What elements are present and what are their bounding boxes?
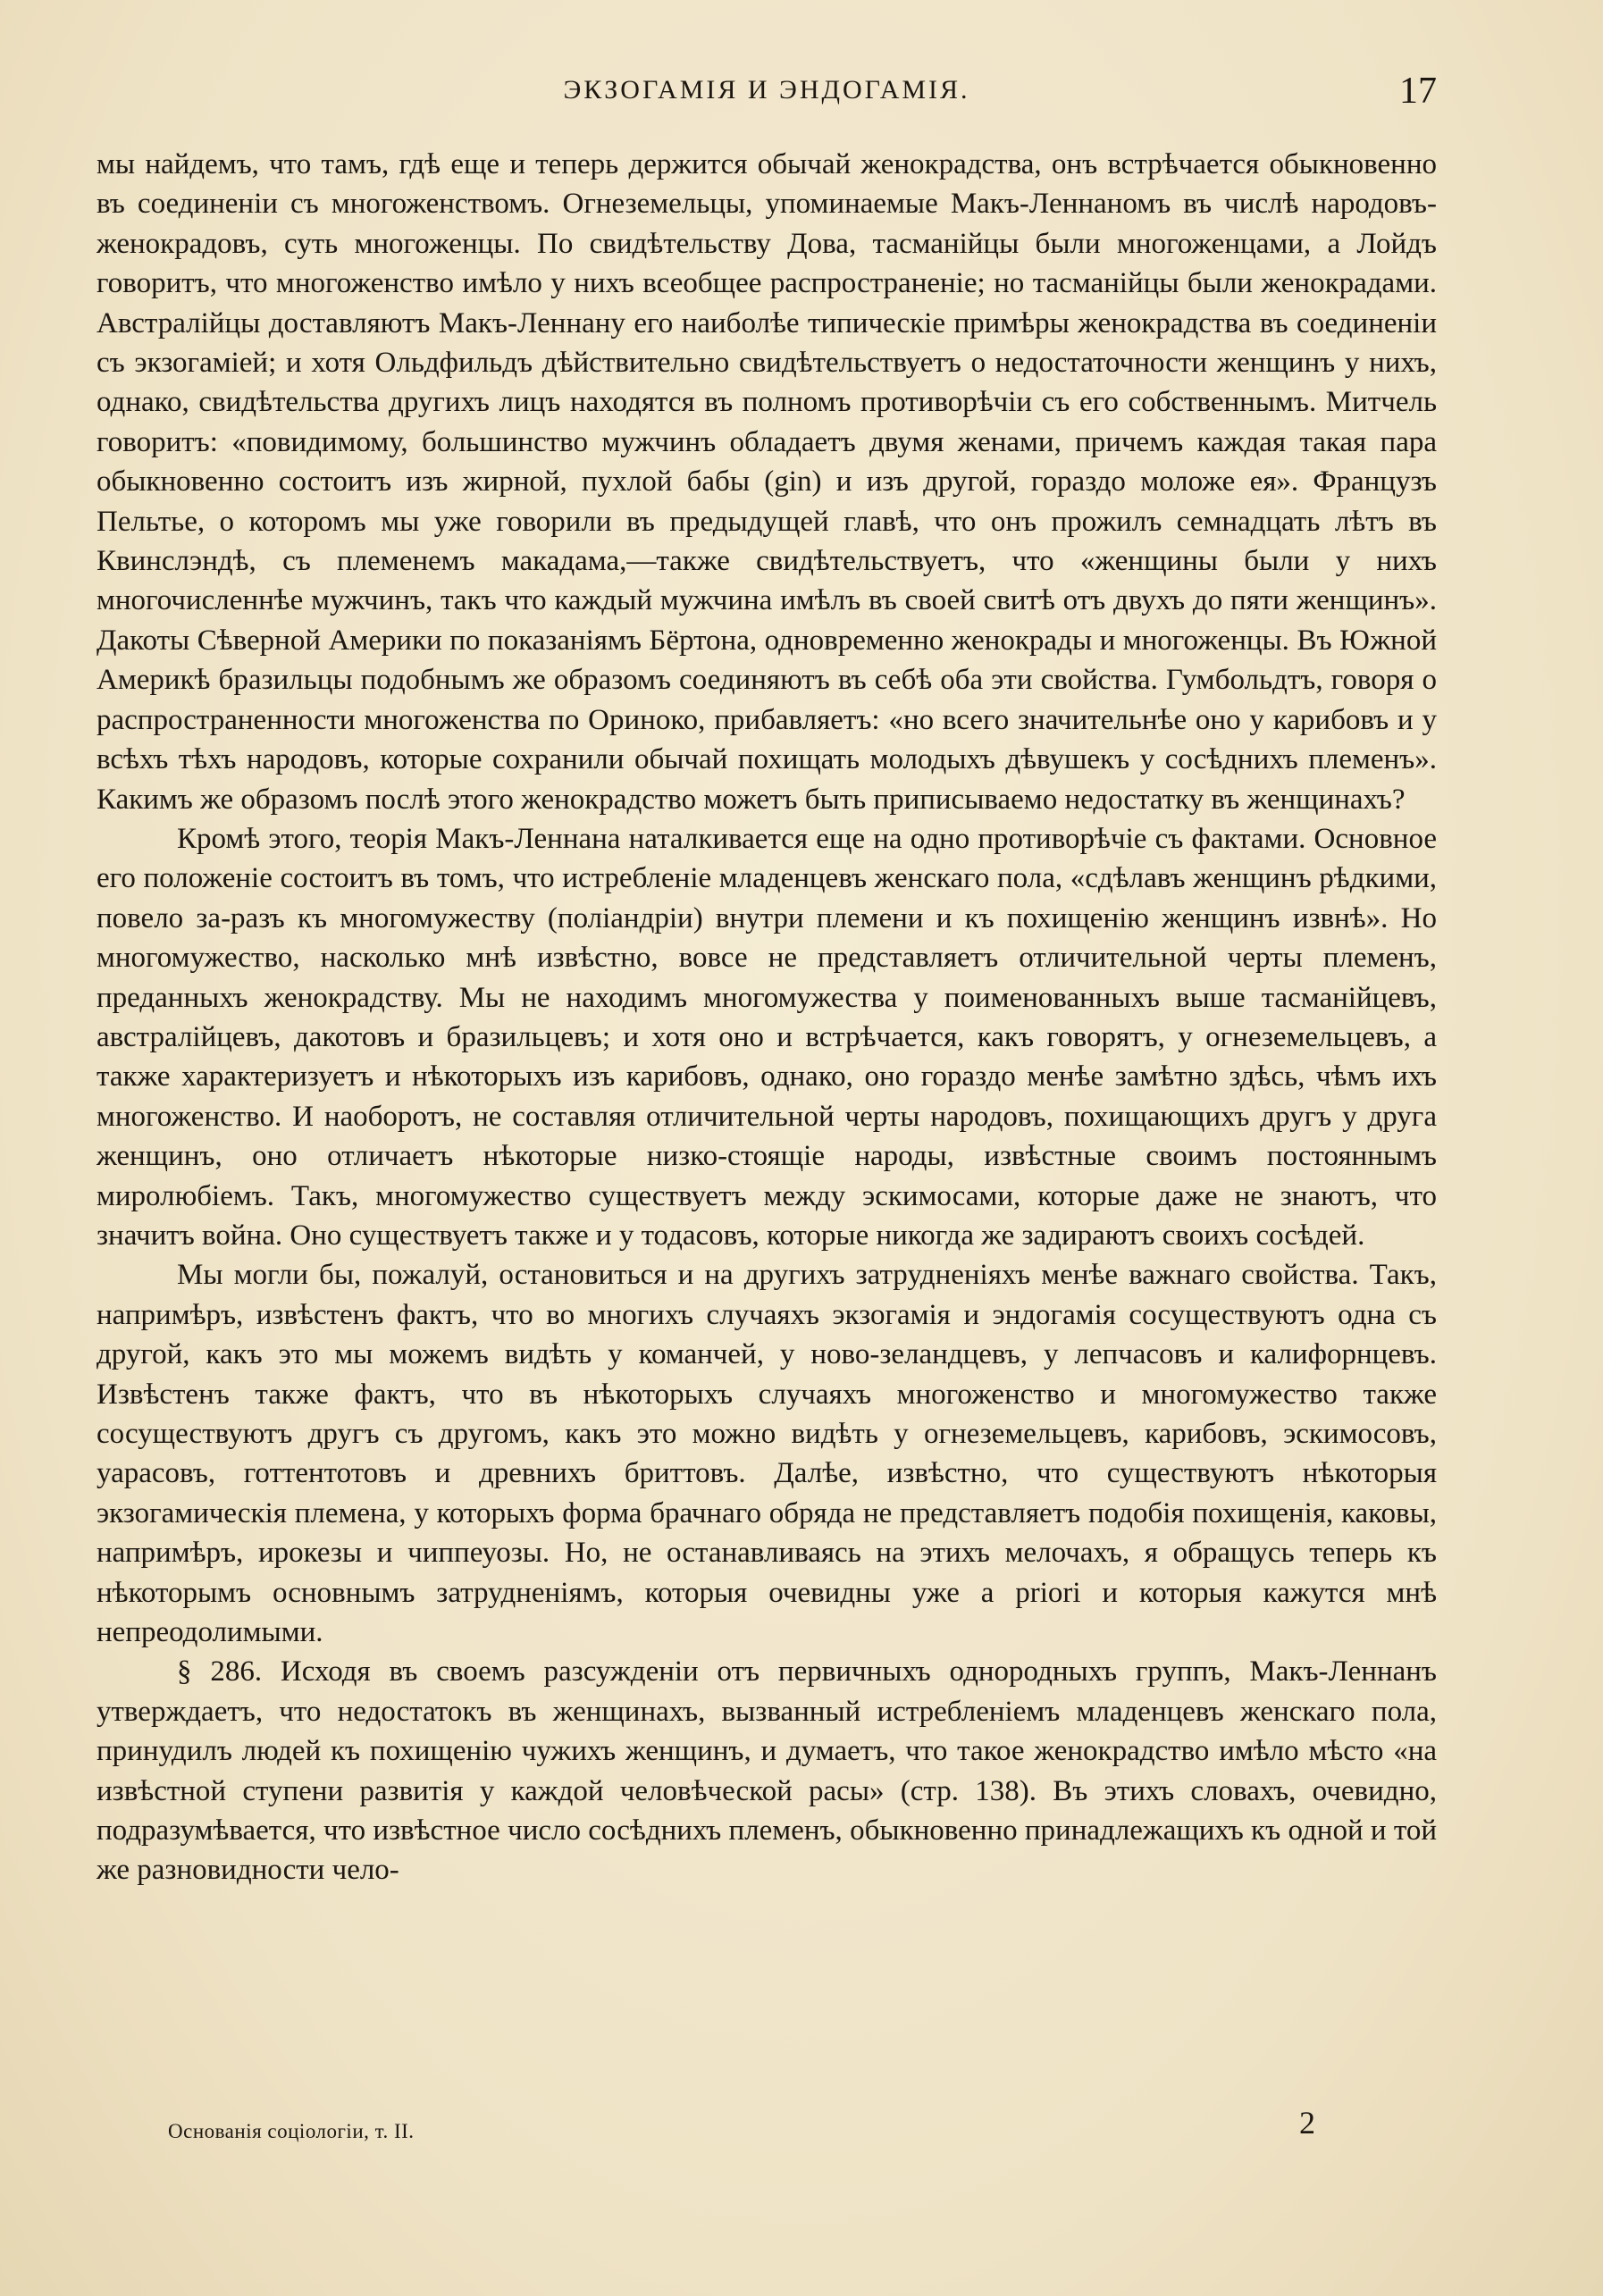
paragraph-4-section-286: § 286. Исходя въ своемъ разсужденіи отъ первичныхъ однородныхъ группъ, Макъ-Леннанъ утверждаетъ, что недостатокъ въ женщинахъ, вызванный истребленіемъ младенцевъ женскаго пола, принудилъ людей къ похищенію чужихъ женщинъ, и думаетъ, что такое женокрадство имѣло мѣсто «на извѣстной ступени развитія у каждой человѣческой расы» (стр. 138). Въ этихъ словахъ, очевидно, подразумѣвается, что извѣстное число сосѣднихъ племенъ, обыкновенно принадлежащихъ къ одной и той же разновидности чело- [97,1655,1437,1887]
running-title: ЭКЗОГАМІЯ И ЭНДОГАМІЯ. [563,75,970,105]
signature-mark: 2 [1299,2105,1315,2141]
paragraph-3: Мы могли бы, пожалуй, остановиться и на другихъ затрудненіяхъ менѣе важнаго свойства. Такъ, напримѣръ, извѣстенъ фактъ, что во многихъ случаяхъ экзогамія и эндогамія сосуществуютъ одна съ другой, какъ это мы можемъ видѣть у команчей, у ново-зеландцевъ, у лепчасовъ и калифорнцевъ. Извѣстенъ также фактъ, что въ нѣкоторыхъ случаяхъ многоженство и многомужество также сосуществуютъ другъ съ другомъ, какъ это можно видѣть у огнеземельцевъ, карибовъ, эскимосовъ, уарасовъ, готтентотовъ и древнихъ бриттовъ. Далѣе, извѣстно, что существуютъ нѣкоторыя экзогамическія племена, у которыхъ форма брачнаго обряда не представляетъ подобія похищенія, каковы, напримѣръ, ирокезы и чиппеуозы. Но, не останавливаясь на этихъ мелочахъ, я обращусь теперь къ нѣкоторымъ основнымъ затрудненіямъ, которыя очевидны уже a priori и которыя кажутся мнѣ непреодолимыми. [97,1259,1437,1649]
paragraph-1: мы найдемъ, что тамъ, гдѣ еще и теперь держится обычай женокрадства, онъ встрѣчается обыкновенно въ соединеніи съ многоженствомъ. Огнеземельцы, упоминаемые Макъ-Леннаномъ въ числѣ народовъ-женокрадовъ, суть многоженцы. По свидѣтельству Дова, тасманійцы были многоженцами, а Лойдъ говоритъ, что многоженство имѣло у нихъ всеобщее распространеніе; но тасманійцы были женокрадами. Австралійцы доставляютъ Макъ-Леннану его наиболѣе типическіе примѣры женокрадства въ соединеніи съ экзогаміей; и хотя Ольдфильдъ дѣйствительно свидѣтельствуетъ о недостаточности женщинъ у нихъ, однако, свидѣтельства другихъ лицъ находятся въ полномъ противорѣчіи съ его собственнымъ. Митчель говоритъ: «повидимому, большинство мужчинъ обладаетъ двумя женами, причемъ каждая такая пара обыкновенно состоитъ изъ жирной, пухлой бабы (gin) и изъ другой, гораздо моложе ея». Французъ Пельтье, о которомъ мы уже говорили въ предыдущей главѣ, что онъ прожилъ семнадцать лѣтъ въ Квинслэндѣ, съ племенемъ макадама,—также свидѣтельствуетъ, что «женщины были у нихъ многочисленнѣе мужчинъ, такъ что каждый мужчина имѣлъ въ своей свитѣ отъ двухъ до пяти женщинъ». Дакоты Сѣверной Америки по показаніямъ Бёртона, одновременно женокрады и многоженцы. Въ Южной Америкѣ бразильцы подобнымъ же образомъ соединяютъ въ себѣ оба эти свойства. Гумбольдтъ, говоря о распространенности многоженства по Ориноко, прибавляетъ: «но всего значительнѣе оно у карибовъ и у всѣхъ тѣхъ народовъ, которые сохранили обычай похищать молодыхъ дѣвушекъ у сосѣднихъ племенъ». Какимъ же образомъ послѣ этого женокрадство можетъ быть приписываемо недостатку въ женщинахъ? [97,148,1437,816]
paragraph-2: Кромѣ этого, теорія Макъ-Леннана наталкивается еще на одно противорѣчіе съ фактами. Основное его положеніе состоитъ въ томъ, что истребленіе младенцевъ женскаго пола, «сдѣлавъ женщинъ рѣдкими, повело за-разъ къ многомужеству (поліандріи) внутри племени и къ похищенію женщинъ извнѣ». Но многомужество, насколько мнѣ извѣстно, вовсе не представляетъ отличительной черты племенъ, преданныхъ женокрадству. Мы не находимъ многомужества у поименованныхъ выше тасманійцевъ, австралійцевъ, дакотовъ и бразильцевъ; и хотя оно и встрѣчается, какъ говорятъ, у огнеземельцевъ, а также характеризуетъ и нѣкоторыхъ изъ карибовъ, однако, оно гораздо менѣе замѣтно здѣсь, чѣмъ ихъ многоженство. И наоборотъ, не составляя отличительной черты народовъ, похищающихъ другъ у друга женщинъ, оно отличаетъ нѣкоторые низко-стоящіе народы, извѣстные своимъ постояннымъ миролюбіемъ. Такъ, многомужество существуетъ между эскимосами, которые даже не знаютъ, что значитъ война. Оно существуетъ также и у тодасовъ, которые никогда же задираютъ своихъ сосѣдей. [97,822,1437,1252]
footer-book-title: Основанія соціологіи, т. II. [168,2120,415,2142]
body-text [97,145,1437,1890]
page-footer [97,2104,1437,2158]
page-number: 17 [1399,71,1437,112]
page-header [97,70,1437,123]
